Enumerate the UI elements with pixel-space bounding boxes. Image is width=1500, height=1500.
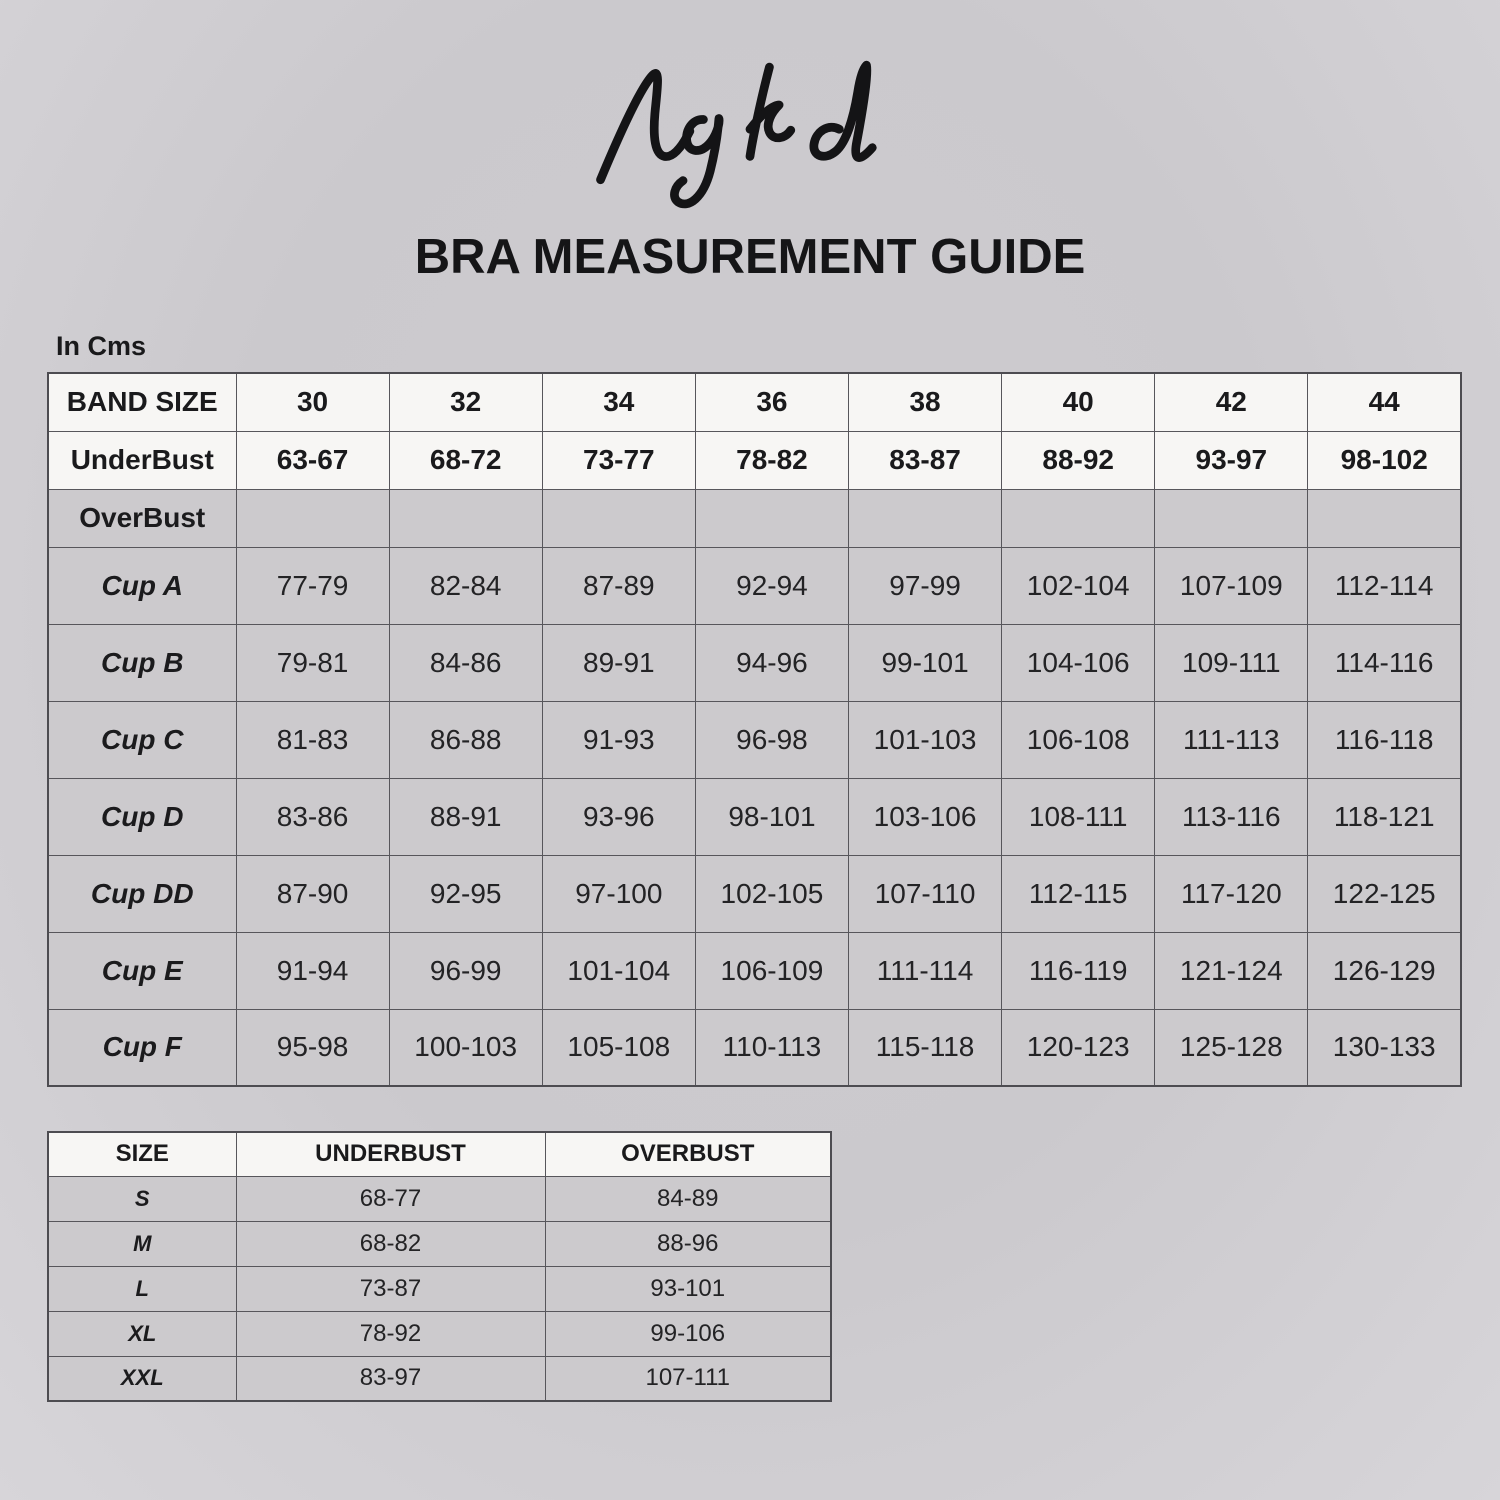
cup-range: 92-94	[695, 547, 848, 624]
band-size-value: 38	[849, 373, 1002, 431]
empty-cell	[236, 489, 389, 547]
size-label: M	[48, 1221, 236, 1266]
band-size-value: 40	[1002, 373, 1155, 431]
size-header: SIZE	[48, 1132, 236, 1176]
size-row-s	[48, 1176, 831, 1221]
cup-range: 91-94	[236, 932, 389, 1009]
band-size-value: 44	[1308, 373, 1461, 431]
empty-cell	[389, 489, 542, 547]
cup-range: 114-116	[1308, 624, 1461, 701]
underbust-range: 93-97	[1155, 431, 1308, 489]
cup-range: 109-111	[1155, 624, 1308, 701]
cup-range: 96-99	[389, 932, 542, 1009]
size-row-xxl	[48, 1356, 831, 1401]
cup-b-row	[48, 624, 1461, 701]
cup-label: Cup DD	[48, 855, 236, 932]
page-title: BRA MEASUREMENT GUIDE	[414, 230, 1086, 284]
cup-range: 111-113	[1155, 701, 1308, 778]
cup-label: Cup A	[48, 547, 236, 624]
cup-range: 112-115	[1002, 855, 1155, 932]
cup-range: 99-101	[849, 624, 1002, 701]
underbust-range: 83-97	[236, 1356, 545, 1401]
cup-f-row	[48, 1009, 1461, 1086]
cup-range: 102-104	[1002, 547, 1155, 624]
band-size-value: 34	[542, 373, 695, 431]
underbust-range: 63-67	[236, 431, 389, 489]
cup-range: 116-119	[1002, 932, 1155, 1009]
cup-range: 96-98	[695, 701, 848, 778]
cup-range: 89-91	[542, 624, 695, 701]
cup-label: Cup D	[48, 778, 236, 855]
underbust-range: 83-87	[849, 431, 1002, 489]
cup-range: 101-103	[849, 701, 1002, 778]
empty-cell	[1308, 489, 1461, 547]
cup-range: 107-110	[849, 855, 1002, 932]
underbust-range: 78-92	[236, 1311, 545, 1356]
brand-logo	[0, 48, 1500, 226]
cup-range: 106-109	[695, 932, 848, 1009]
size-table	[47, 1131, 832, 1402]
cup-range: 125-128	[1155, 1009, 1308, 1086]
underbust-range: 68-82	[236, 1221, 545, 1266]
cup-range: 86-88	[389, 701, 542, 778]
nykd-script-logo-icon	[585, 48, 915, 226]
cup-e-row	[48, 932, 1461, 1009]
units-label: In Cms	[56, 331, 147, 361]
cup-range: 126-129	[1308, 932, 1461, 1009]
cup-range: 101-104	[542, 932, 695, 1009]
underbust-range: 98-102	[1308, 431, 1461, 489]
cup-c-row	[48, 701, 1461, 778]
cup-range: 116-118	[1308, 701, 1461, 778]
cup-range: 95-98	[236, 1009, 389, 1086]
cup-range: 121-124	[1155, 932, 1308, 1009]
overbust-range: 84-89	[545, 1176, 831, 1221]
overbust-range: 93-101	[545, 1266, 831, 1311]
band-size-value: 32	[389, 373, 542, 431]
cup-range: 120-123	[1002, 1009, 1155, 1086]
cup-range: 103-106	[849, 778, 1002, 855]
cup-range: 93-96	[542, 778, 695, 855]
size-row-l	[48, 1266, 831, 1311]
underbust-label: UnderBust	[48, 431, 236, 489]
cup-range: 112-114	[1308, 547, 1461, 624]
cup-range: 97-100	[542, 855, 695, 932]
empty-cell	[542, 489, 695, 547]
cup-label: Cup B	[48, 624, 236, 701]
cup-d-row	[48, 778, 1461, 855]
cup-range: 81-83	[236, 701, 389, 778]
band-size-value: 36	[695, 373, 848, 431]
cup-range: 111-114	[849, 932, 1002, 1009]
cup-range: 110-113	[695, 1009, 848, 1086]
cup-range: 83-86	[236, 778, 389, 855]
cup-range: 82-84	[389, 547, 542, 624]
empty-cell	[1002, 489, 1155, 547]
cup-range: 108-111	[1002, 778, 1155, 855]
cup-range: 77-79	[236, 547, 389, 624]
cup-range: 107-109	[1155, 547, 1308, 624]
band-size-label: BAND SIZE	[48, 373, 236, 431]
underbust-range: 73-77	[542, 431, 695, 489]
measurement-table	[47, 372, 1462, 1087]
band-size-value: 42	[1155, 373, 1308, 431]
cup-label: Cup C	[48, 701, 236, 778]
cup-label: Cup E	[48, 932, 236, 1009]
underbust-range: 78-82	[695, 431, 848, 489]
underbust-range: 68-72	[389, 431, 542, 489]
band-size-row	[48, 373, 1461, 431]
underbust-row	[48, 431, 1461, 489]
cup-range: 102-105	[695, 855, 848, 932]
underbust-header: UNDERBUST	[236, 1132, 545, 1176]
overbust-row	[48, 489, 1461, 547]
cup-range: 97-99	[849, 547, 1002, 624]
cup-range: 98-101	[695, 778, 848, 855]
size-row-xl	[48, 1311, 831, 1356]
empty-cell	[1155, 489, 1308, 547]
cup-range: 84-86	[389, 624, 542, 701]
overbust-range: 88-96	[545, 1221, 831, 1266]
underbust-range: 73-87	[236, 1266, 545, 1311]
cup-range: 122-125	[1308, 855, 1461, 932]
cup-range: 100-103	[389, 1009, 542, 1086]
cup-range: 115-118	[849, 1009, 1002, 1086]
cup-range: 113-116	[1155, 778, 1308, 855]
overbust-range: 99-106	[545, 1311, 831, 1356]
cup-range: 94-96	[695, 624, 848, 701]
size-row-m	[48, 1221, 831, 1266]
size-label: XL	[48, 1311, 236, 1356]
cup-range: 92-95	[389, 855, 542, 932]
cup-range: 117-120	[1155, 855, 1308, 932]
overbust-range: 107-111	[545, 1356, 831, 1401]
cup-range: 105-108	[542, 1009, 695, 1086]
cup-range: 104-106	[1002, 624, 1155, 701]
overbust-label: OverBust	[48, 489, 236, 547]
size-label: L	[48, 1266, 236, 1311]
cup-range: 91-93	[542, 701, 695, 778]
cup-range: 130-133	[1308, 1009, 1461, 1086]
cup-label: Cup F	[48, 1009, 236, 1086]
empty-cell	[849, 489, 1002, 547]
underbust-range: 88-92	[1002, 431, 1155, 489]
cup-a-row	[48, 547, 1461, 624]
cup-range: 106-108	[1002, 701, 1155, 778]
cup-range: 87-90	[236, 855, 389, 932]
empty-cell	[695, 489, 848, 547]
band-size-value: 30	[236, 373, 389, 431]
size-label: XXL	[48, 1356, 236, 1401]
underbust-range: 68-77	[236, 1176, 545, 1221]
cup-range: 88-91	[389, 778, 542, 855]
cup-range: 118-121	[1308, 778, 1461, 855]
overbust-header: OVERBUST	[545, 1132, 831, 1176]
cup-dd-row	[48, 855, 1461, 932]
cup-range: 79-81	[236, 624, 389, 701]
cup-range: 87-89	[542, 547, 695, 624]
size-table-header-row	[48, 1132, 831, 1176]
size-label: S	[48, 1176, 236, 1221]
